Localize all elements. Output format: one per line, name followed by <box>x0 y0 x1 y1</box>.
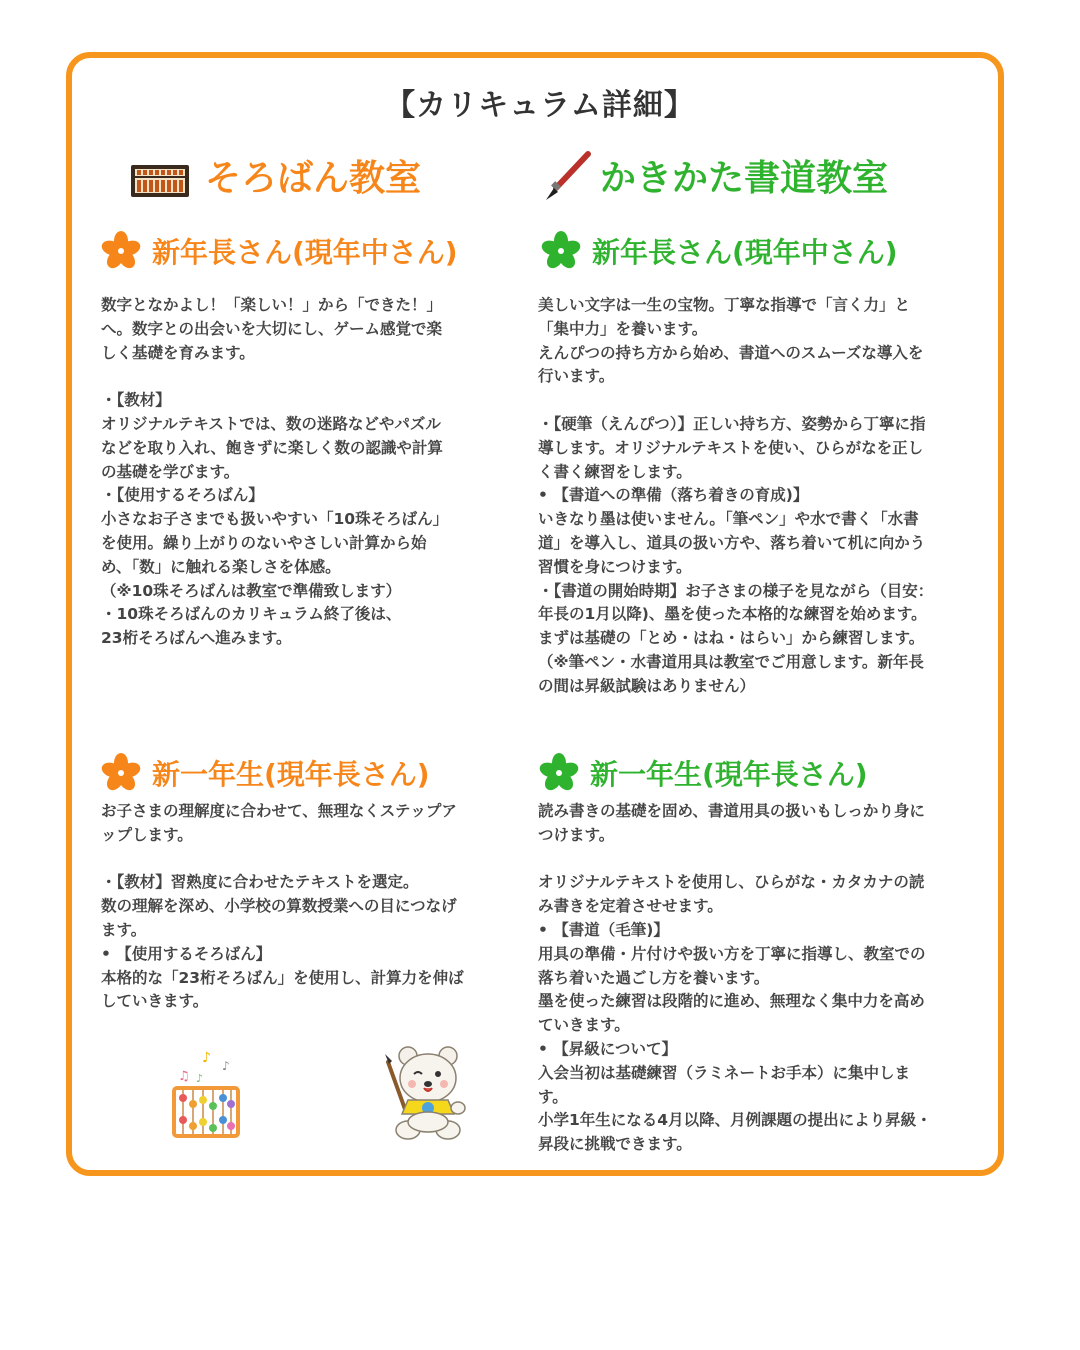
colorful-abacus-illustration <box>168 1046 248 1142</box>
bear-mascot-illustration <box>380 1044 472 1144</box>
soroban-section-heading-2: 新一年生(現年長さん) <box>100 752 430 794</box>
green-flower-icon <box>540 230 582 272</box>
svg-text:♪: ♪ <box>222 1059 230 1073</box>
soroban-section-body-2: お子さまの理解度に合わせて、無理なくステップア ップします。 ・【教材】習熟度に合わせたテキストを選定。 数の理解を深め、小学校の算数授業への目につなげ ます。 • 【使用するそろばん】 本格的な「23桁そろばん」を使用し、計算力を伸ば していきます。 <box>101 802 464 1011</box>
orange-flower-icon <box>100 230 142 272</box>
soroban-class-title: そろばん教室 <box>205 158 422 199</box>
abacus-icon <box>130 164 190 198</box>
green-flower-icon <box>538 752 580 794</box>
soroban-section-heading-1: 新年長さん(現年中さん) <box>100 230 458 272</box>
svg-text:♪: ♪ <box>196 1072 204 1085</box>
brush-icon <box>542 150 594 202</box>
calligraphy-section-heading-2: 新一年生(現年長さん) <box>538 752 868 794</box>
calligraphy-section-heading-1: 新年長さん(現年中さん) <box>540 230 898 272</box>
calligraphy-section-body-1: 美しい文字は一生の宝物。丁寧な指導で「言く力」と 「集中力」を養います。 えんぴつの持ち方から始め、書道へのスムーズな導入を 行います。 ・【硬筆（えんぴつ）】正しい持ち方、姿勢から丁寧に指 導します。オリジナルテキストを使い、ひらがなを正し く書く練習をします。 • 【書道への準備（落ち着きの育成)】 いきなり墨は使いません。「筆ペン」や水で書く「水書 道」を導入し、道具の扱い方や、落ち着いて机に向かう 習慣を身につけます。 ・【書道の開始時期】お子さまの様子を見ながら（目安： 年長の1月以降)、墨を使った本格的な練習を始めます。 まずは基礎の「とめ・はね・はらい」から練習します。 （※筆ペン・水書道用具は教室でご用意します。新年長 の間は昇級試験はありません） <box>538 296 934 695</box>
soroban-section-body-1: 数字となかよし！「楽しい！」から「できた！」 へ。数字との出会いを大切にし、ゲーム感覚で楽 しく基礎を育みます。 ・【教材】 オリジナルテキストでは、数の迷路などやパズル などを取り入れ、飽きずに楽しく数の認識や計算 の基礎を学びます。 ・【使用するそろばん】 小さなお子さまでも扱いやすい「10珠そろばん」 を使用。繰り上がりのないやさしい計算から始 め、「数」に触れる楽しさを体感。 （※10珠そろばんは教室で準備致します） ・10珠そろばんのカリキュラム終了後は、 23桁そろばんへ進みます。 <box>101 296 449 648</box>
svg-text:♪: ♪ <box>202 1050 211 1066</box>
calligraphy-class-title: かきかた書道教室 <box>600 158 889 199</box>
page-title: 【カリキュラム詳細】 <box>385 88 695 123</box>
calligraphy-section-body-2: 読み書きの基礎を固め、書道用具の扱いもしっかり身に つけます。 オリジナルテキストを使用し、ひらがな・カタカナの読 み書きを定着させせます。 • 【書道（毛筆)】 用具の準備・片付けや扱い方を丁寧に指導し、教室での 落ち着いた過ごし方を養います。 墨を使った練習は段階的に進め、無理なく集中力を高め ていきます。 • 【昇級について】 入会当初は基礎練習（ラミネートお手本）に集中しま す。 小学1年生になる4月以降、月例課題の提出により昇級・ 昇段に挑戦できます。 <box>538 802 932 1154</box>
svg-text:♫: ♫ <box>178 1069 190 1084</box>
orange-flower-icon <box>100 752 142 794</box>
